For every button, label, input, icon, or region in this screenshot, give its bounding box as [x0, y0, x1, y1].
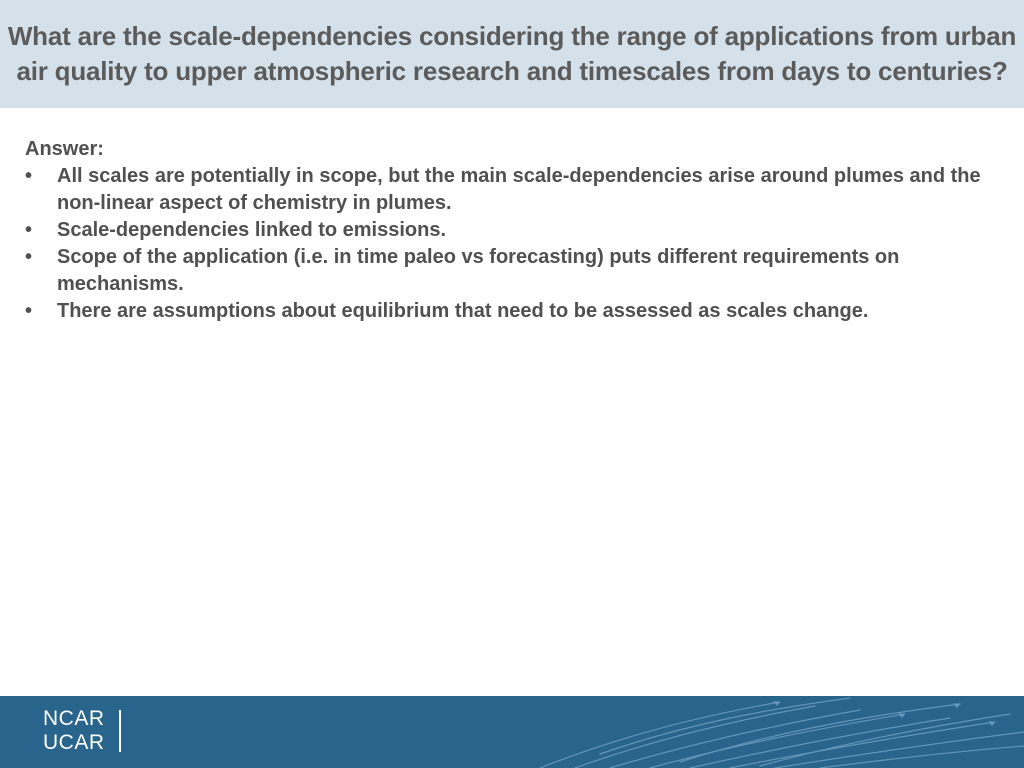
bullet-glyph: •: [25, 165, 33, 187]
logo-ucar-text: UCAR: [43, 731, 105, 754]
bullet-list: [25, 163, 1000, 325]
ncar-ucar-logo: [43, 707, 121, 755]
logo-divider: [119, 710, 121, 752]
title-band: [0, 0, 1024, 108]
slide-title: What are the scale-dependencies considering the range of applications from urban air quality to upper atmospheric research and timescales from days to centuries?: [7, 21, 1017, 86]
bullet-text: Scope of the application (i.e. in time paleo vs forecasting) puts different requirements on mechanisms.: [57, 246, 900, 295]
bullet-item: [25, 298, 1000, 325]
logo-ncar-text: NCAR: [43, 707, 105, 730]
footer-band: [0, 696, 1024, 768]
bullet-glyph: •: [25, 300, 33, 322]
answer-heading: Answer:: [25, 138, 104, 160]
bullet-text: All scales are potentially in scope, but the main scale-dependencies arise around plumes and the non-linear aspect of chemistry in plumes.: [57, 165, 981, 214]
bullet-glyph: •: [25, 246, 33, 268]
bullet-item: [25, 217, 1000, 244]
answer-section: [25, 136, 1000, 325]
bullet-item: [25, 244, 1000, 298]
bullet-glyph: •: [25, 219, 33, 241]
bullet-text: There are assumptions about equilibrium that need to be assessed as scales change.: [57, 300, 869, 322]
footer-flow-lines: [0, 696, 1024, 768]
bullet-item: [25, 163, 1000, 217]
bullet-text: Scale-dependencies linked to emissions.: [57, 219, 447, 241]
